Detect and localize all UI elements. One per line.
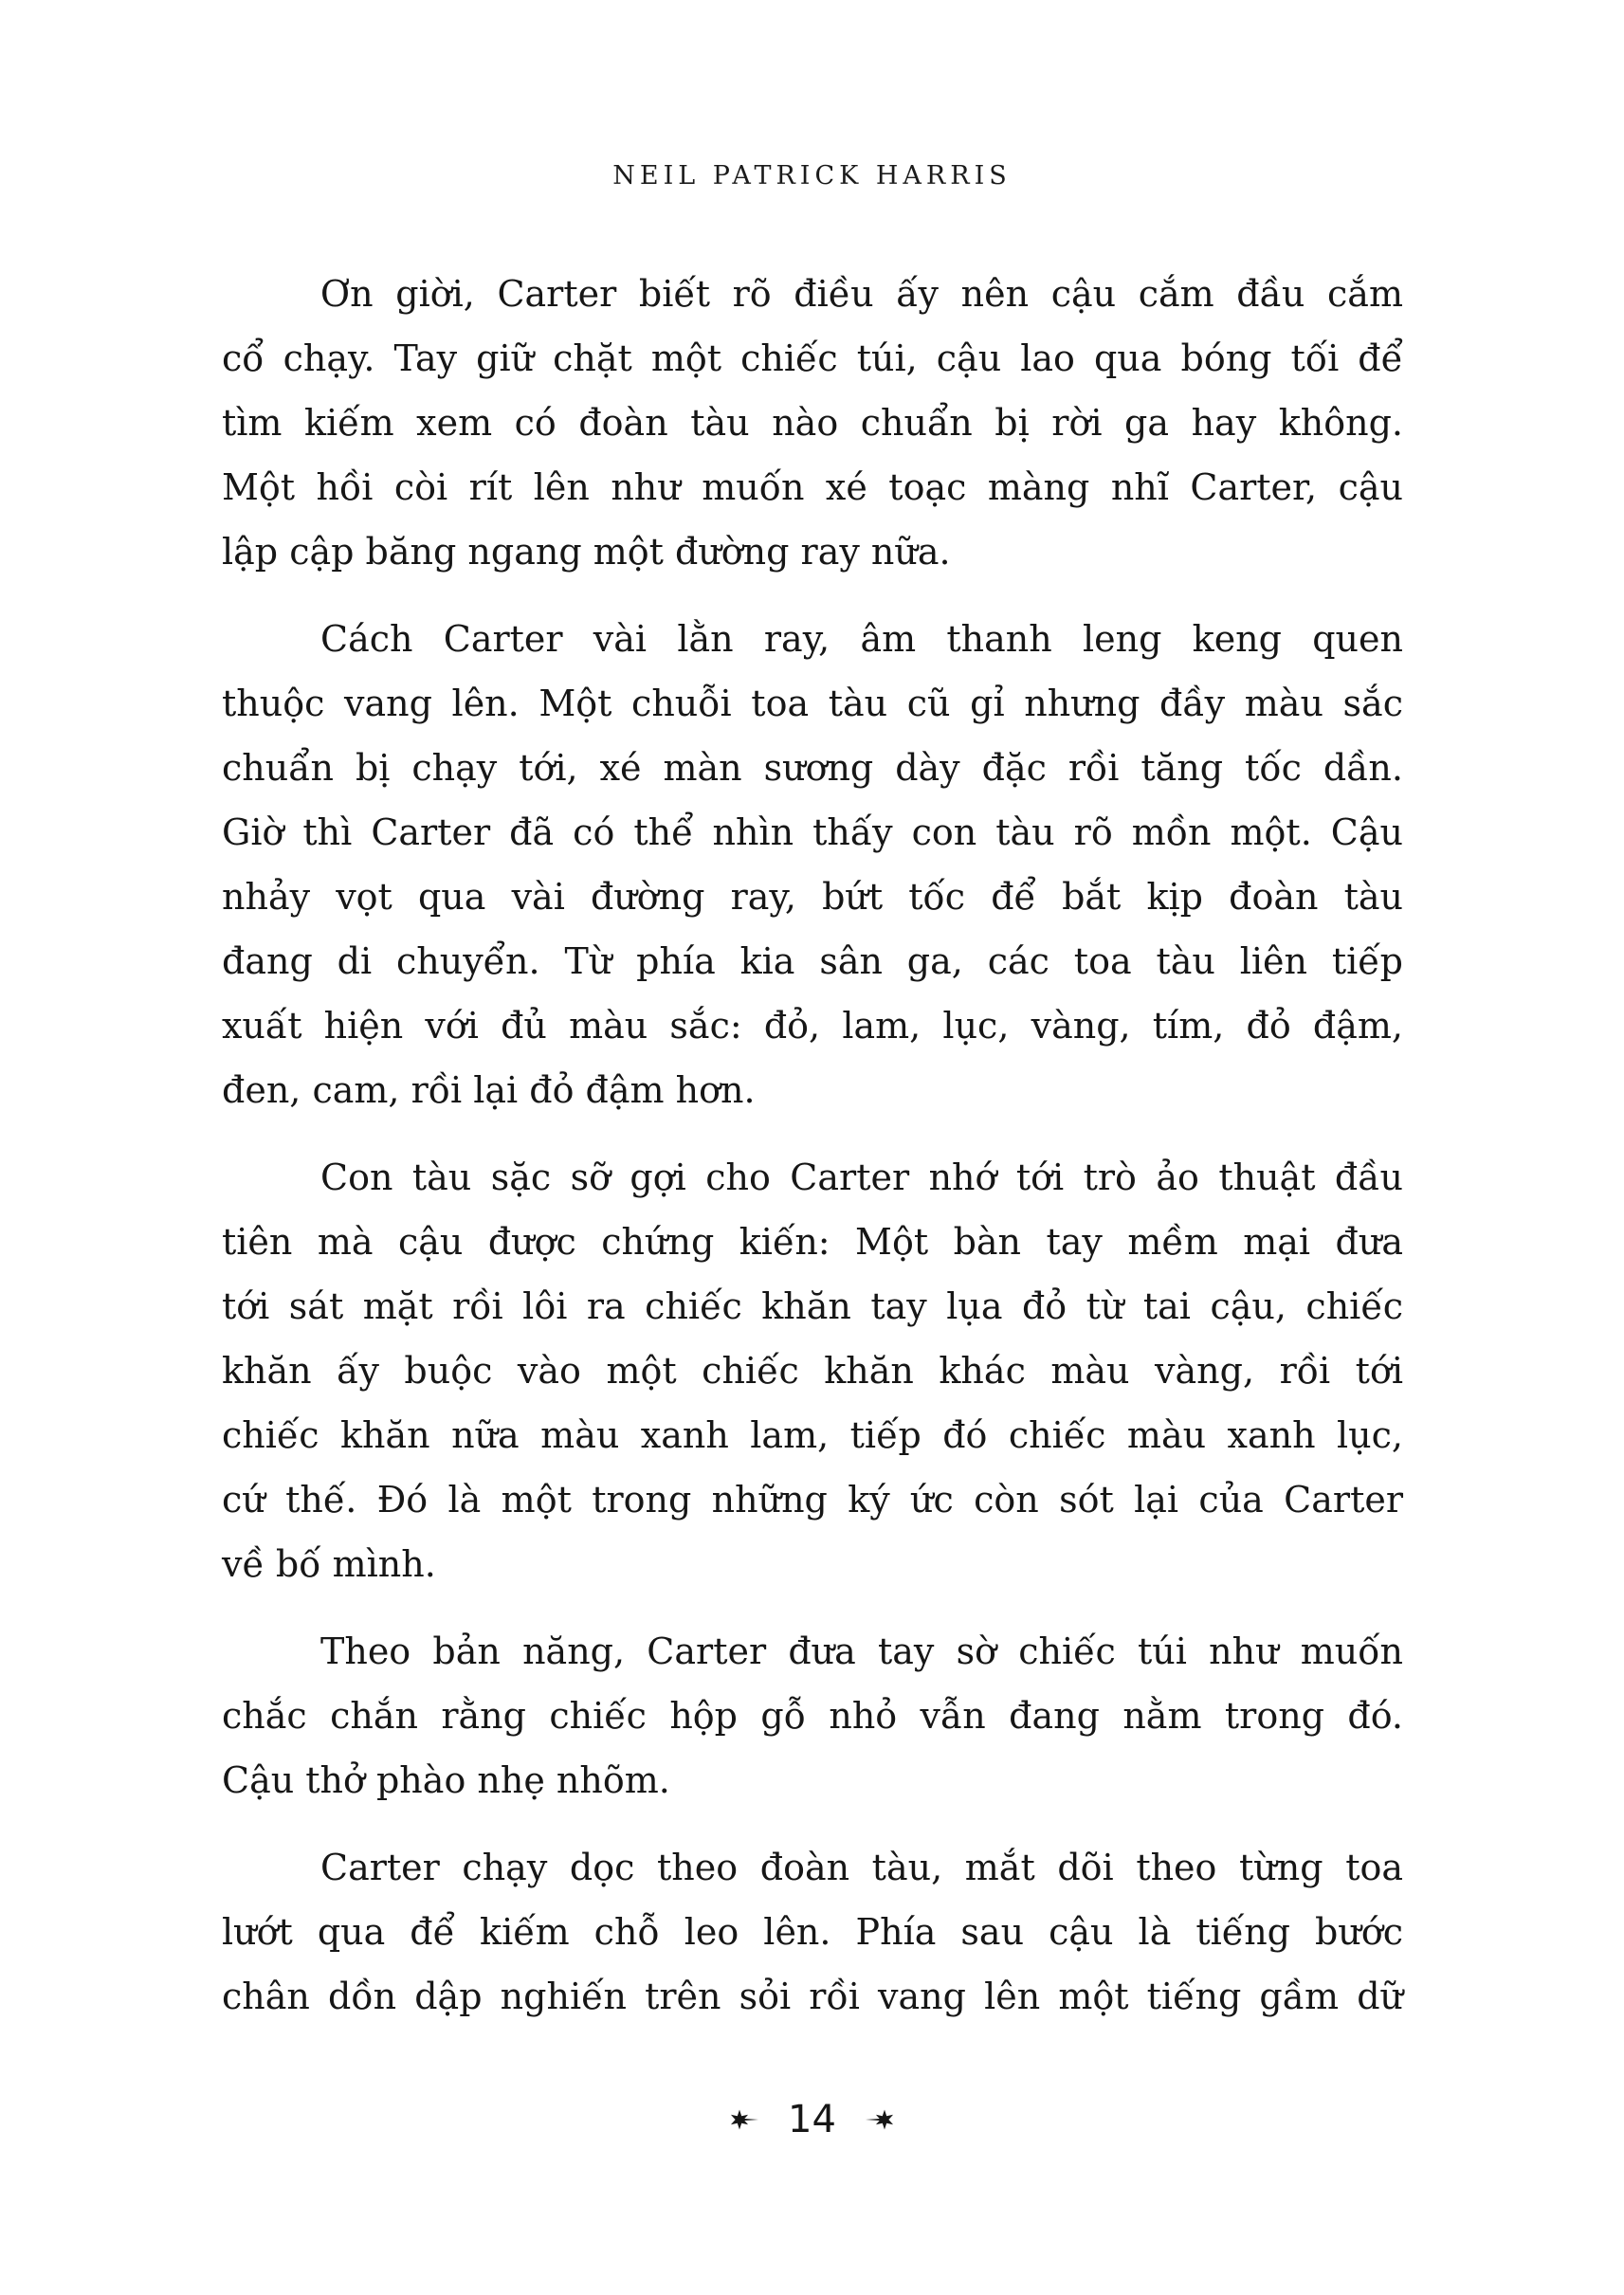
text-line: lướt qua để kiếm chỗ leo lên. Phía sau cậu là tiếng bước <box>222 1911 1403 1953</box>
page-footer <box>0 2099 1624 2140</box>
text-line: đen, cam, rồi lại đỏ đậm hơn. <box>222 1069 756 1111</box>
star-ornament-right-icon <box>865 2108 895 2131</box>
text-line: tới sát mặt rồi lôi ra chiếc khăn tay lụa đỏ từ tai cậu, chiếc <box>222 1285 1403 1327</box>
text-line: cứ thế. Đó là một trong những ký ức còn sót lại của Carter <box>222 1479 1403 1521</box>
text-line: cổ chạy. Tay giữ chặt một chiếc túi, cậu lao qua bóng tối để <box>222 337 1403 379</box>
text-line: thuộc vang lên. Một chuỗi toa tàu cũ gỉ nhưng đầy màu sắc <box>222 683 1403 724</box>
text-line: Ơn giời, Carter biết rõ điều ấy nên cậu cắm đầu cắm <box>320 273 1403 315</box>
page-body <box>222 262 1403 2029</box>
text-line: đang di chuyển. Từ phía kia sân ga, các toa tàu liên tiếp <box>222 940 1403 982</box>
paragraph <box>222 1619 1403 1812</box>
paragraph <box>222 1835 1403 2029</box>
text-line: Carter chạy dọc theo đoàn tàu, mắt dõi theo từng toa <box>320 1847 1403 1888</box>
text-line: chắc chắn rằng chiếc hộp gỗ nhỏ vẫn đang nằm trong đó. <box>222 1695 1403 1737</box>
text-line: xuất hiện với đủ màu sắc: đỏ, lam, lục, vàng, tím, đỏ đậm, <box>222 1005 1403 1047</box>
text-line: Con tàu sặc sỡ gợi cho Carter nhớ tới trò ảo thuật đầu <box>320 1157 1403 1198</box>
text-line: lập cập băng ngang một đường ray nữa. <box>222 531 951 573</box>
text-line: tiên mà cậu được chứng kiến: Một bàn tay mềm mại đưa <box>222 1221 1403 1263</box>
running-header: NEIL PATRICK HARRIS <box>612 161 1012 191</box>
paragraph <box>222 607 1403 1122</box>
paragraph <box>222 1145 1403 1596</box>
text-line: nhảy vọt qua vài đường ray, bứt tốc để bắt kịp đoàn tàu <box>222 876 1403 918</box>
text-line: Giờ thì Carter đã có thể nhìn thấy con tàu rõ mồn một. Cậu <box>222 811 1403 853</box>
page-number: 14 <box>788 2098 836 2141</box>
text-line: chiếc khăn nữa màu xanh lam, tiếp đó chiếc màu xanh lục, <box>222 1414 1403 1456</box>
text-line: Cậu thở phào nhẹ nhõm. <box>222 1759 670 1801</box>
text-line: Cách Carter vài lằn ray, âm thanh leng keng quen <box>320 618 1403 660</box>
paragraph <box>222 262 1403 584</box>
text-line: tìm kiếm xem có đoàn tàu nào chuẩn bị rời ga hay không. <box>222 402 1403 444</box>
text-line: chân dồn dập nghiến trên sỏi rồi vang lên một tiếng gầm dữ <box>222 1976 1403 2017</box>
text-line: Theo bản năng, Carter đưa tay sờ chiếc túi như muốn <box>320 1630 1403 1672</box>
text-line: khăn ấy buộc vào một chiếc khăn khác màu vàng, rồi tới <box>222 1350 1403 1392</box>
text-line: Một hồi còi rít lên như muốn xé toạc màng nhĩ Carter, cậu <box>222 466 1403 508</box>
text-line: chuẩn bị chạy tới, xé màn sương dày đặc rồi tăng tốc dần. <box>222 747 1403 789</box>
star-ornament-left-icon <box>729 2108 759 2131</box>
text-line: về bố mình. <box>222 1543 436 1585</box>
